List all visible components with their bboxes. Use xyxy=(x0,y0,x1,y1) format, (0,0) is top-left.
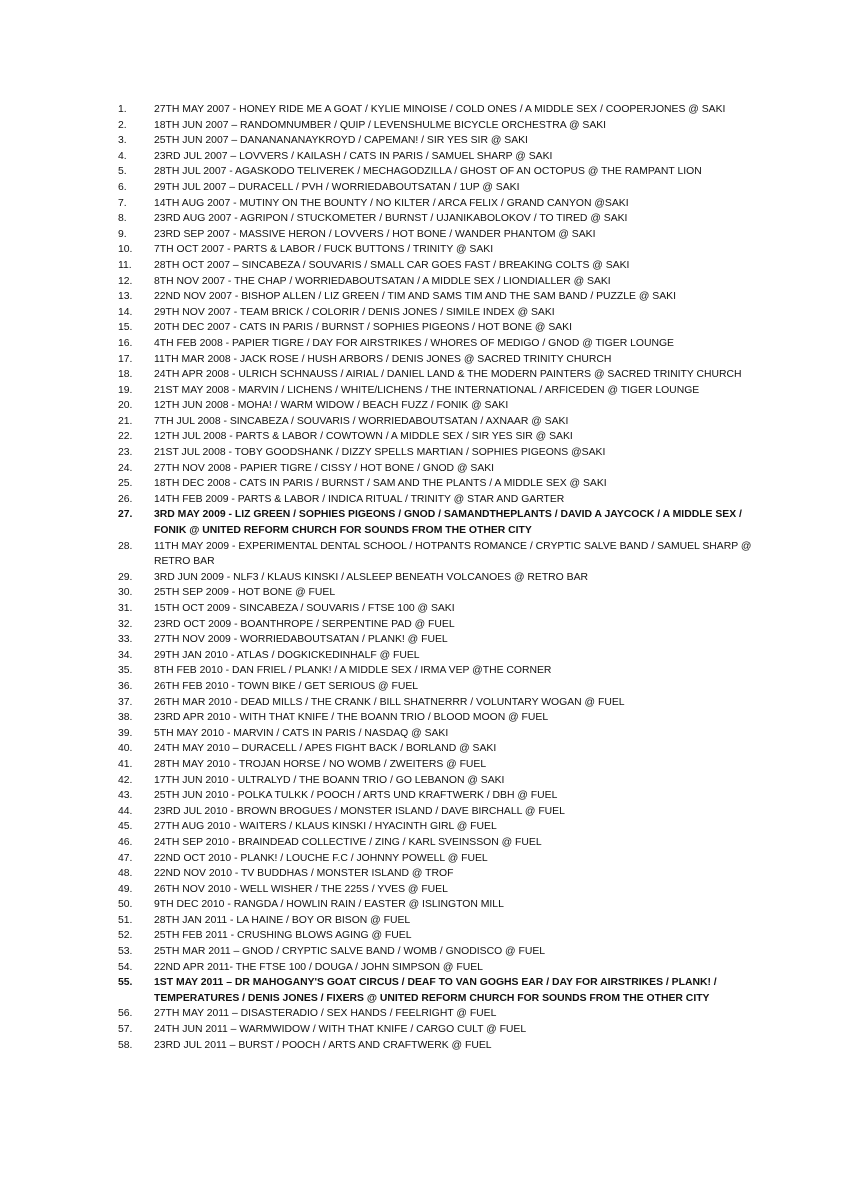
gig-text: 21ST JUL 2008 - TOBY GOODSHANK / DIZZY SPELLS MARTIAN / SOPHIES PIGEONS @SAKI xyxy=(154,447,606,459)
gig-text: 28TH MAY 2010 - TROJAN HORSE / NO WOMB / ZWEITERS @ FUEL xyxy=(154,758,487,770)
gig-entry xyxy=(118,617,758,633)
gig-text: 25TH JUN 2010 - POLKA TULKK / POOCH / ARTS UND KRAFTWERK / DBH @ FUEL xyxy=(154,790,558,802)
gig-number: 12. xyxy=(118,275,133,287)
gig-entry xyxy=(118,398,758,414)
gig-text: 24TH SEP 2010 - BRAINDEAD COLLECTIVE / ZING / KARL SVEINSSON @ FUEL xyxy=(154,836,542,848)
gig-number: 43. xyxy=(118,790,133,802)
gig-number: 49. xyxy=(118,883,133,895)
gig-text: 15TH OCT 2009 - SINCABEZA / SOUVARIS / FTSE 100 @ SAKI xyxy=(154,603,455,614)
gig-text: 28TH OCT 2007 – SINCABEZA / SOUVARIS / SMALL CAR GOES FAST / BREAKING COLTS @ SAKI xyxy=(154,259,630,271)
gig-entry xyxy=(118,866,758,882)
gig-text: 14TH FEB 2009 - PARTS & LABOR / INDICA RITUAL / TRINITY @ STAR AND GARTER xyxy=(154,493,565,505)
gig-entry xyxy=(118,663,758,679)
gig-entry xyxy=(118,1006,758,1022)
gig-number: 26. xyxy=(118,493,133,505)
gig-entry xyxy=(118,741,758,757)
gig-text: 7TH JUL 2008 - SINCABEZA / SOUVARIS / WORRIEDABOUTSATAN / AXNAAR @ SAKI xyxy=(154,415,569,427)
gig-text: 26TH MAR 2010 - DEAD MILLS / THE CRANK / BILL SHATNERRR / VOLUNTARY WOGAN @ FUEL xyxy=(154,696,625,708)
gig-text: 12TH JUN 2008 - MOHA! / WARM WIDOW / BEACH FUZZ / FONIK @ SAKI xyxy=(154,400,509,412)
gig-text: 22ND OCT 2010 - PLANK! / LOUCHE F.C / JOHNNY POWELL @ FUEL xyxy=(154,852,488,864)
gig-entry xyxy=(118,367,758,383)
gig-number: 15. xyxy=(118,322,133,334)
gig-text: 27TH NOV 2008 - PAPIER TIGRE / CISSY / HOT BONE / GNOD @ SAKI xyxy=(154,462,495,474)
gig-text: 25TH FEB 2011 - CRUSHING BLOWS AGING @ FUEL xyxy=(154,930,412,942)
gig-number: 11. xyxy=(118,259,132,271)
gig-text: 24TH MAY 2010 – DURACELL / APES FIGHT BACK / BORLAND @ SAKI xyxy=(154,743,497,755)
gig-number: 19. xyxy=(118,384,133,396)
gig-text: 8TH FEB 2010 - DAN FRIEL / PLANK! / A MIDDLE SEX / IRMA VEP @THE CORNER xyxy=(154,665,552,677)
gig-text: 24TH JUN 2011 – WARMWIDOW / WITH THAT KNIFE / CARGO CULT @ FUEL xyxy=(154,1024,527,1036)
gig-number: 42. xyxy=(118,774,133,786)
gig-text: 26TH NOV 2010 - WELL WISHER / THE 225S / YVES @ FUEL xyxy=(154,883,448,895)
gig-number: 27. xyxy=(118,509,133,521)
gig-text: 18TH DEC 2008 - CATS IN PARIS / BURNST / SAM AND THE PLANTS / A MIDDLE SEX @ SAKI xyxy=(154,478,607,490)
gig-number: 16. xyxy=(118,337,133,349)
gig-text: 27TH MAY 2011 – DISASTERADIO / SEX HANDS / FEELRIGHT @ FUEL xyxy=(154,1008,497,1020)
gig-entry xyxy=(118,773,758,789)
gig-entry xyxy=(118,414,758,430)
gig-entry xyxy=(118,1038,758,1054)
gig-entry xyxy=(118,305,758,321)
gig-entry xyxy=(118,695,758,711)
gig-entry xyxy=(118,274,758,290)
gig-text: 1ST MAY 2011 – DR MAHOGANY'S GOAT CIRCUS / DEAF TO VAN GOGHS EAR / DAY FOR AIRSTRIKES / PLANK! / TEMPERATURES / DENIS JONES / FIXERS @ UNITED REFORM CHURCH FOR SOUNDS FROM THE OTHER CITY xyxy=(154,977,717,1004)
gig-entry xyxy=(118,196,758,212)
gig-number: 7. xyxy=(118,197,127,209)
gig-number: 34. xyxy=(118,649,133,661)
gig-entry xyxy=(118,227,758,243)
gig-number: 3. xyxy=(118,135,127,147)
gig-entry xyxy=(118,960,758,976)
gig-text: 28TH JUL 2007 - AGASKODO TELIVEREK / MECHAGODZILLA / GHOST OF AN OCTOPUS @ THE RAMPANT LION xyxy=(154,166,702,178)
gig-number: 29. xyxy=(118,571,133,583)
gig-text: 11TH MAY 2009 - EXPERIMENTAL DENTAL SCHOOL / HOTPANTS ROMANCE / CRYPTIC SALVE BAND / SAMUEL SHARP @ RETRO BAR xyxy=(154,540,752,568)
gig-number: 48. xyxy=(118,868,133,880)
gig-number: 56. xyxy=(118,1008,133,1020)
gig-entry xyxy=(118,804,758,820)
gig-number: 32. xyxy=(118,618,133,630)
gig-entry xyxy=(118,539,758,570)
gig-text: 11TH MAR 2008 - JACK ROSE / HUSH ARBORS / DENIS JONES @ SACRED TRINITY CHURCH xyxy=(154,353,612,365)
gig-text: 8TH NOV 2007 - THE CHAP / WORRIEDABOUTSATAN / A MIDDLE SEX / LIONDIALLER @ SAKI xyxy=(154,275,611,287)
gig-text: 28TH JAN 2011 - LA HAINE / BOY OR BISON @ FUEL xyxy=(154,914,411,926)
gig-entry xyxy=(118,726,758,742)
gig-number: 28. xyxy=(118,540,133,552)
gig-text: 22ND APR 2011- THE FTSE 100 / DOUGA / JOHN SIMPSON @ FUEL xyxy=(154,961,483,973)
gig-entry xyxy=(118,788,758,804)
gig-number: 10. xyxy=(118,244,133,256)
gig-text: 29TH NOV 2007 - TEAM BRICK / COLORIR / DENIS JONES / SIMILE INDEX @ SAKI xyxy=(154,306,555,318)
gig-entry xyxy=(118,258,758,274)
gig-number: 54. xyxy=(118,961,133,973)
gig-number: 51. xyxy=(118,914,133,926)
gig-text: 29TH JUL 2007 – DURACELL / PVH / WORRIEDABOUTSATAN / 1UP @ SAKI xyxy=(154,181,520,193)
gig-number: 47. xyxy=(118,852,133,864)
gig-entry xyxy=(118,601,758,617)
gig-text: 23RD JUL 2007 – LOVVERS / KAILASH / CATS IN PARIS / SAMUEL SHARP @ SAKI xyxy=(154,150,553,162)
gig-text: 25TH SEP 2009 - HOT BONE @ FUEL xyxy=(154,587,336,599)
gig-text: 26TH FEB 2010 - TOWN BIKE / GET SERIOUS @ FUEL xyxy=(154,680,419,692)
gig-text: 23RD JUL 2011 – BURST / POOCH / ARTS AND CRAFTWERK @ FUEL xyxy=(154,1039,492,1051)
gig-entry xyxy=(118,461,758,477)
gig-entry xyxy=(118,570,758,586)
gig-entry xyxy=(118,882,758,898)
gig-entry xyxy=(118,352,758,368)
gig-entry xyxy=(118,1022,758,1038)
gig-text: 23RD AUG 2007 - AGRIPON / STUCKOMETER / BURNST / UJANIKABOLOKOV / TO TIRED @ SAKI xyxy=(154,213,628,225)
gig-text: 27TH AUG 2010 - WAITERS / KLAUS KINSKI / HYACINTH GIRL @ FUEL xyxy=(154,821,497,833)
gig-text: 3RD MAY 2009 - LIZ GREEN / SOPHIES PIGEONS / GNOD / SAMANDTHEPLANTS / DAVID A JAYCOCK / A MIDDLE SEX / FONIK @ UNITED REFORM CHURCH FOR SOUNDS FROM THE OTHER CITY xyxy=(154,509,742,537)
gig-number: 38. xyxy=(118,712,133,724)
gig-number: 21. xyxy=(118,415,133,427)
gig-number: 31. xyxy=(118,603,133,614)
gig-entry xyxy=(118,133,758,149)
gig-number: 50. xyxy=(118,899,133,911)
gig-number: 18. xyxy=(118,369,133,381)
gig-text: 23RD APR 2010 - WITH THAT KNIFE / THE BOANN TRIO / BLOOD MOON @ FUEL xyxy=(154,712,549,724)
gig-number: 46. xyxy=(118,836,133,848)
gig-entry xyxy=(118,118,758,134)
gig-number: 17. xyxy=(118,353,133,365)
gig-text: 18TH JUN 2007 – RANDOMNUMBER / QUIP / LEVENSHULME BICYCLE ORCHESTRA @ SAKI xyxy=(154,119,607,131)
gig-text: 21ST MAY 2008 - MARVIN / LICHENS / WHITE/LICHENS / THE INTERNATIONAL / ARFICEDEN @ TIGER LOUNGE xyxy=(154,384,700,396)
gig-entry xyxy=(118,851,758,867)
gig-entry xyxy=(118,944,758,960)
gig-number: 9. xyxy=(118,228,127,240)
gig-entry xyxy=(118,242,758,258)
gig-text: 23RD OCT 2009 - BOANTHROPE / SERPENTINE PAD @ FUEL xyxy=(154,618,455,630)
gig-text: 24TH APR 2008 - ULRICH SCHNAUSS / AIRIAL / DANIEL LAND & THE MODERN PAINTERS @ SACRED TRINITY CHURCH xyxy=(154,369,742,381)
gig-entry xyxy=(118,149,758,165)
gig-entry xyxy=(118,757,758,773)
gig-number: 45. xyxy=(118,821,133,833)
gig-number: 4. xyxy=(118,150,127,162)
gig-entry xyxy=(118,383,758,399)
gig-number: 37. xyxy=(118,696,133,708)
gig-entry xyxy=(118,928,758,944)
gig-number: 1. xyxy=(118,104,127,115)
gig-text: 12TH JUL 2008 - PARTS & LABOR / COWTOWN / A MIDDLE SEX / SIR YES SIR @ SAKI xyxy=(154,431,573,443)
gig-entry xyxy=(118,164,758,180)
gig-text: 22ND NOV 2010 - TV BUDDHAS / MONSTER ISLAND @ TROF xyxy=(154,868,454,880)
gig-number: 36. xyxy=(118,680,133,692)
gig-number: 14. xyxy=(118,306,133,318)
gig-text: 4TH FEB 2008 - PAPIER TIGRE / DAY FOR AIRSTRIKES / WHORES OF MEDIGO / GNOD @ TIGER LOUNGE xyxy=(154,337,674,349)
gig-entry xyxy=(118,429,758,445)
gig-number: 23. xyxy=(118,447,133,459)
gig-text: 22ND NOV 2007 - BISHOP ALLEN / LIZ GREEN / TIM AND SAMS TIM AND THE SAM BAND / PUZZLE @ SAKI xyxy=(154,291,676,303)
gig-entry xyxy=(118,648,758,664)
gig-number: 22. xyxy=(118,431,133,443)
gig-entry xyxy=(118,336,758,352)
gig-entry xyxy=(118,492,758,508)
gig-text: 14TH AUG 2007 - MUTINY ON THE BOUNTY / NO KILTER / ARCA FELIX / GRAND CANYON @SAKI xyxy=(154,197,629,209)
gig-entry xyxy=(118,445,758,461)
gig-entry xyxy=(118,585,758,601)
gig-number: 5. xyxy=(118,166,127,178)
gig-text: 25TH MAR 2011 – GNOD / CRYPTIC SALVE BAND / WOMB / GNODISCO @ FUEL xyxy=(154,946,546,958)
gig-text: 29TH JAN 2010 - ATLAS / DOGKICKEDINHALF @ FUEL xyxy=(154,649,420,661)
gig-entry xyxy=(118,897,758,913)
gig-text: 3RD JUN 2009 - NLF3 / KLAUS KINSKI / ALSLEEP BENEATH VOLCANOES @ RETRO BAR xyxy=(154,571,589,583)
gig-text: 23RD JUL 2010 - BROWN BROGUES / MONSTER ISLAND / DAVE BIRCHALL @ FUEL xyxy=(154,805,565,817)
gig-text: 23RD SEP 2007 - MASSIVE HERON / LOVVERS / HOT BONE / WANDER PHANTOM @ SAKI xyxy=(154,228,596,240)
gig-text: 20TH DEC 2007 - CATS IN PARIS / BURNST / SOPHIES PIGEONS / HOT BONE @ SAKI xyxy=(154,322,573,334)
gig-entry xyxy=(118,476,758,492)
gig-text: 25TH JUN 2007 – DANANANANAYKROYD / CAPEMAN! / SIR YES SIR @ SAKI xyxy=(154,135,528,147)
gig-number: 53. xyxy=(118,946,133,958)
gig-number: 41. xyxy=(118,758,133,770)
gig-number: 24. xyxy=(118,462,133,474)
gig-entry xyxy=(118,320,758,336)
gig-entry xyxy=(118,835,758,851)
gig-text: 27TH NOV 2009 - WORRIEDABOUTSATAN / PLANK! @ FUEL xyxy=(154,634,448,646)
gig-entry xyxy=(118,211,758,227)
gig-number: 2. xyxy=(118,119,127,131)
gig-number: 58. xyxy=(118,1039,133,1051)
gig-number: 40. xyxy=(118,743,133,755)
gig-entry xyxy=(118,975,758,1006)
gig-number: 52. xyxy=(118,930,133,942)
gig-entry xyxy=(118,819,758,835)
gig-entry xyxy=(118,632,758,648)
gig-entry xyxy=(118,507,758,538)
gig-number: 30. xyxy=(118,587,133,599)
gig-number: 35. xyxy=(118,665,133,677)
gig-number: 8. xyxy=(118,213,127,225)
gig-number: 39. xyxy=(118,727,133,739)
gig-number: 57. xyxy=(118,1024,133,1036)
gig-text: 7TH OCT 2007 - PARTS & LABOR / FUCK BUTTONS / TRINITY @ SAKI xyxy=(154,244,494,256)
gig-text: 27TH MAY 2007 - HONEY RIDE ME A GOAT / KYLIE MINOISE / COLD ONES / A MIDDLE SEX / COOPERJONES @ SAKI xyxy=(154,104,726,115)
gig-entry xyxy=(118,913,758,929)
gig-number: 33. xyxy=(118,634,133,646)
gig-entry xyxy=(118,180,758,196)
gig-text: 5TH MAY 2010 - MARVIN / CATS IN PARIS / NASDAQ @ SAKI xyxy=(154,727,449,739)
gig-entry xyxy=(118,102,758,118)
gig-number: 44. xyxy=(118,805,133,817)
gig-number: 13. xyxy=(118,291,133,303)
gig-number: 55. xyxy=(118,977,133,989)
gig-number: 6. xyxy=(118,181,127,193)
gig-text: 17TH JUN 2010 - ULTRALYD / THE BOANN TRIO / GO LEBANON @ SAKI xyxy=(154,774,505,786)
gig-number: 25. xyxy=(118,478,133,490)
gig-entry xyxy=(118,710,758,726)
gig-entry xyxy=(118,289,758,305)
gig-text: 9TH DEC 2010 - RANGDA / HOWLIN RAIN / EASTER @ ISLINGTON MILL xyxy=(154,899,504,911)
gig-list xyxy=(118,102,758,1053)
gig-number: 20. xyxy=(118,400,133,412)
gig-entry xyxy=(118,679,758,695)
